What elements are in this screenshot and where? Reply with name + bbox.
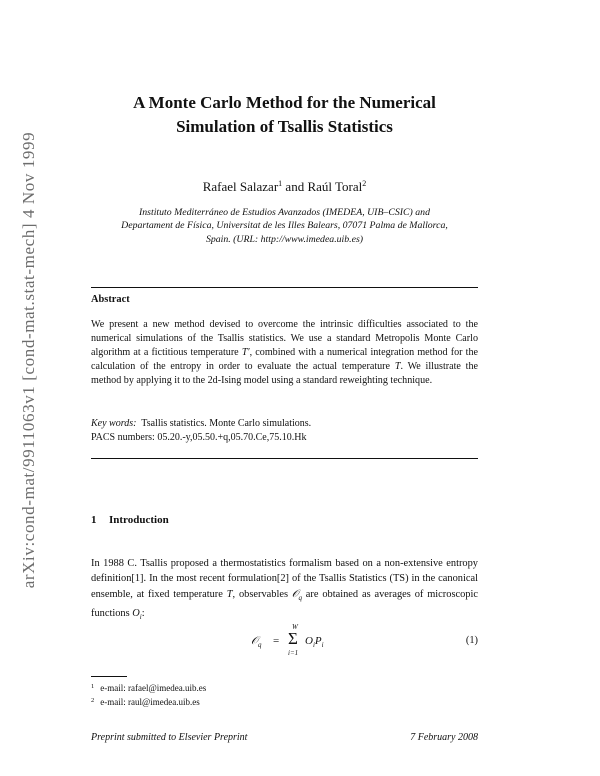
equation-lhs-sub: q xyxy=(257,641,262,650)
title-line-2: Simulation of Tsallis Statistics xyxy=(176,117,393,136)
arxiv-sidebar-stamp xyxy=(16,110,42,610)
footnote-rule xyxy=(91,676,127,677)
intro-part-3: are obtained as averages of microscopic functions xyxy=(91,588,478,619)
footnote-2 xyxy=(91,695,200,708)
abstract-part-1: We present a new method devised to overcome the intrinsic difficulties associated to the numerical simulations of the Tsallis statistics. We use a standard Metropolis Monte Carlo algorithm at a fictitious temperature xyxy=(91,319,478,359)
footnote-2-text: e-mail: raul@imedea.uib.es xyxy=(100,697,200,707)
equation-number: (1) xyxy=(465,635,478,646)
intro-symbol-oi: O xyxy=(132,607,140,619)
intro-part-1: In 1988 C. Tsallis proposed a thermostatistics formalism based on a non-extensive entropy definition[1]. In the most recent formulation[2] of the Tsallis Statistics (TS) in the canonical ensemble, at fixed temperature xyxy=(91,558,478,600)
intro-part-2: , observables xyxy=(232,588,292,600)
date-footer: 7 February 2008 xyxy=(410,732,478,743)
footnote-1 xyxy=(91,681,206,694)
sum-upper-limit: W xyxy=(292,623,298,631)
section-number: 1 xyxy=(91,514,97,526)
affiliation-line-1: Instituto Mediterráneo de Estudios Avanzados (IMEDEA, UIB–CSIC) and xyxy=(139,207,430,218)
arxiv-identifier: arXiv:cond-mat/9911063v1 [cond-mat.stat-mech] 4 Nov 1999 xyxy=(19,131,39,589)
keywords-text: Tsallis statistics. Monte Carlo simulations. xyxy=(141,418,312,429)
equation-rhs-p: P xyxy=(314,635,322,647)
equation-1 xyxy=(91,620,478,660)
author-1-footnote-mark: 1 xyxy=(278,179,283,188)
equation-rhs-o: O xyxy=(305,635,313,647)
equation-lhs-symbol: 𝒪 xyxy=(251,635,258,647)
author-list xyxy=(91,176,478,195)
symbol-t: T xyxy=(394,361,401,373)
equation-rhs-p-sub: i xyxy=(321,641,324,650)
preprint-footer: Preprint submitted to Elsevier Preprint xyxy=(91,732,248,743)
sum-symbol: Σ xyxy=(288,629,298,648)
paper-page xyxy=(91,0,478,776)
equation-rhs xyxy=(305,635,324,649)
intro-symbol-oq-sub: q xyxy=(298,593,302,602)
author-2-footnote-mark: 2 xyxy=(362,179,367,188)
section-heading-introduction xyxy=(91,512,169,528)
abstract-text xyxy=(91,318,478,388)
introduction-paragraph xyxy=(91,556,478,625)
paper-title xyxy=(91,91,478,139)
symbol-t-prime: T′ xyxy=(241,347,250,359)
footnote-1-mark: 1 xyxy=(91,683,95,690)
keywords-block xyxy=(91,417,478,445)
intro-symbol-t: T xyxy=(226,588,233,600)
abstract-bottom-rule xyxy=(91,458,478,459)
author-joiner: and xyxy=(285,179,305,194)
abstract-top-rule xyxy=(91,287,478,288)
abstract-part-3: . We illustrate the method by applying it to the 2d-Ising model using a standard reweighting technique. xyxy=(91,361,479,387)
equation-rhs-o-sub: i xyxy=(312,641,315,650)
abstract-part-2: , combined with a numerical integration method for the calculation of the entropy in order to evaluate the actual temperature xyxy=(91,347,478,373)
affiliation-line-2: Departament de Física, Universitat de les Illes Balears, 07071 Palma de Mallorca, xyxy=(121,220,448,232)
affiliation xyxy=(109,206,460,246)
section-title: Introduction xyxy=(109,514,169,526)
pacs-numbers: PACS numbers: 05.20.-y,05.50.+q,05.70.Ce,75.10.Hk xyxy=(91,432,307,443)
keywords-label: Key words: xyxy=(91,418,137,429)
footnote-2-mark: 2 xyxy=(91,697,95,704)
footnote-1-text: e-mail: rafael@imedea.uib.es xyxy=(100,683,207,693)
author-1: Rafael Salazar xyxy=(202,179,279,194)
sum-lower-limit: i=1 xyxy=(288,649,299,657)
equation-lhs xyxy=(251,635,261,649)
title-line-1: A Monte Carlo Method for the Numerical xyxy=(133,93,436,112)
intro-part-4: : xyxy=(141,607,145,619)
affiliation-line-3: Spain. (URL: http://www.imedea.uib.es) xyxy=(205,233,364,245)
equation-equals: = xyxy=(273,635,280,647)
author-2: Raúl Toral xyxy=(307,179,363,194)
intro-symbol-oi-sub: i xyxy=(139,613,142,622)
abstract-heading: Abstract xyxy=(91,294,130,305)
intro-symbol-oq: 𝒪 xyxy=(291,588,299,600)
